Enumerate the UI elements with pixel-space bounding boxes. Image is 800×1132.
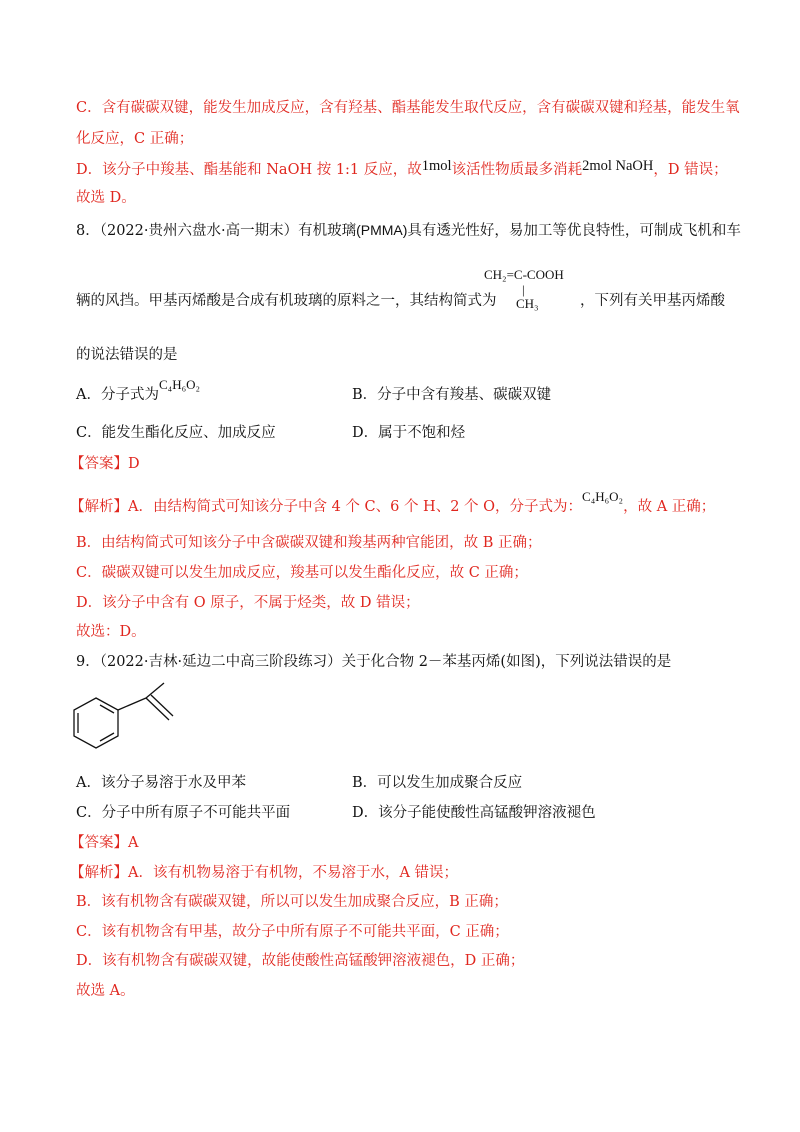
q7-option-c-line2: 化反应，C 正确； <box>76 131 194 147</box>
q8-option-b: B．分子中含有羧基、碳碳双键 <box>352 387 552 403</box>
q8-structure-bond: | <box>522 282 525 297</box>
q9-option-a: A．该分子易溶于水及甲苯 <box>76 775 246 791</box>
q7-option-d-line <box>76 160 728 180</box>
q7-d-mol: 1mol <box>421 158 452 174</box>
benzene-ring <box>74 698 118 748</box>
q8-explanation-4: D．该分子中含有 O 原子，不属于烃类，故 D 错误； <box>76 595 420 611</box>
q8-stem2-pre: 辆的风挡。甲基丙烯酸是合成有机玻璃的原料之一，其结构简式为 <box>76 293 497 309</box>
q8-stem2-post: ，下列有关甲基丙烯酸 <box>580 293 725 309</box>
q8-structure-bottom: CH₃ <box>516 296 539 311</box>
q7-choose: 故选 D。 <box>76 190 136 206</box>
q8-stem-post: 具有透光性好，易加工等优良特性，可制成飞机和车 <box>407 223 741 239</box>
q7-d-text-pre: D．该分子中羧基、酯基能和 NaOH 按 1:1 反应，故 <box>76 162 422 178</box>
q9-answer: 【答案】A <box>70 835 139 851</box>
q8-exp1-pre: A．由结构简式可知该分子中含 4 个 C、6 个 H、2 个 O，分子式为： <box>128 499 583 515</box>
q8-exp-label: 【解析】 <box>70 499 128 515</box>
q9-option-b: B．可以发生加成聚合反应 <box>352 775 523 791</box>
q7-d-naoh: 2mol NaOH <box>582 158 654 174</box>
q7-d-text-post: ，D 错误； <box>653 162 728 178</box>
q8-exp1-formula: C₄H₆O₂ <box>582 489 624 504</box>
q8-option-c: C．能发生酯化反应、加成反应 <box>76 425 276 441</box>
q7-d-text-mid: 该活性物质最多消耗 <box>451 162 583 178</box>
q8-pmma: (PMMA) <box>356 222 408 238</box>
q8-choose: 故选：D。 <box>76 624 146 640</box>
q8-option-a-text: A．分子式为 <box>76 387 159 403</box>
q9-explanation-3: C．该有机物含有甲基，故分子中所有原子不可能共平面，C 正确； <box>76 924 509 940</box>
q9-explanation-4: D．该有机物含有碳碳双键，故能使酸性高锰酸钾溶液褪色，D 正确； <box>76 953 525 969</box>
q7-option-c-line1: C．含有碳碳双键，能发生加成反应，含有羟基、酯基能发生取代反应，含有碳碳双键和羟基，能发生氧 <box>76 100 740 116</box>
methyl-bond <box>146 683 164 698</box>
q9-structure-diagram <box>66 678 186 758</box>
q9-explanation-2: B．该有机物含有碳碳双键，所以可以发生加成聚合反应，B 正确； <box>76 894 508 910</box>
q8-option-d: D．属于不饱和烃 <box>352 425 466 441</box>
q9-choose: 故选 A。 <box>76 983 135 999</box>
q8-exp1-post: ，故 A 正确； <box>623 499 716 515</box>
q9-stem: 9．（2022·吉林·延边二中高三阶段练习）关于化合物 2－苯基丙烯(如图)，下列说法错误的是 <box>76 654 672 670</box>
q8-stem-line1 <box>76 220 741 241</box>
q8-explanation-3: C．碳碳双键可以发生加成反应，羧基可以发生酯化反应，故 C 正确； <box>76 565 528 581</box>
q8-stem-line2 <box>76 291 497 311</box>
q9-exp-label: 【解析】 <box>70 865 128 881</box>
q9-option-d: D．该分子能使酸性高锰酸钾溶液褪色 <box>352 805 596 821</box>
q8-structure-top: CH₂=C-COOH <box>484 267 564 282</box>
q9-option-c: C．分子中所有原子不可能共平面 <box>76 805 291 821</box>
q8-stem-line3: 的说法错误的是 <box>76 347 178 363</box>
q8-option-a-formula: C₄H₆O₂ <box>158 377 201 392</box>
q8-stem-pre: 8．（2022·贵州六盘水·高一期末）有机玻璃 <box>76 223 357 239</box>
q8-explanation-2: B．由结构简式可知该分子中含碳碳双键和羧基两种官能团，故 B 正确； <box>76 535 542 551</box>
q9-exp1: A．该有机物易溶于有机物，不易溶于水，A 错误； <box>128 865 459 881</box>
q9-explanation-1 <box>70 863 458 883</box>
q8-option-a <box>76 377 201 405</box>
phenyl-vinyl-bond <box>118 698 146 710</box>
q8-answer: 【答案】D <box>70 456 140 472</box>
q8-explanation-1 <box>70 489 716 517</box>
